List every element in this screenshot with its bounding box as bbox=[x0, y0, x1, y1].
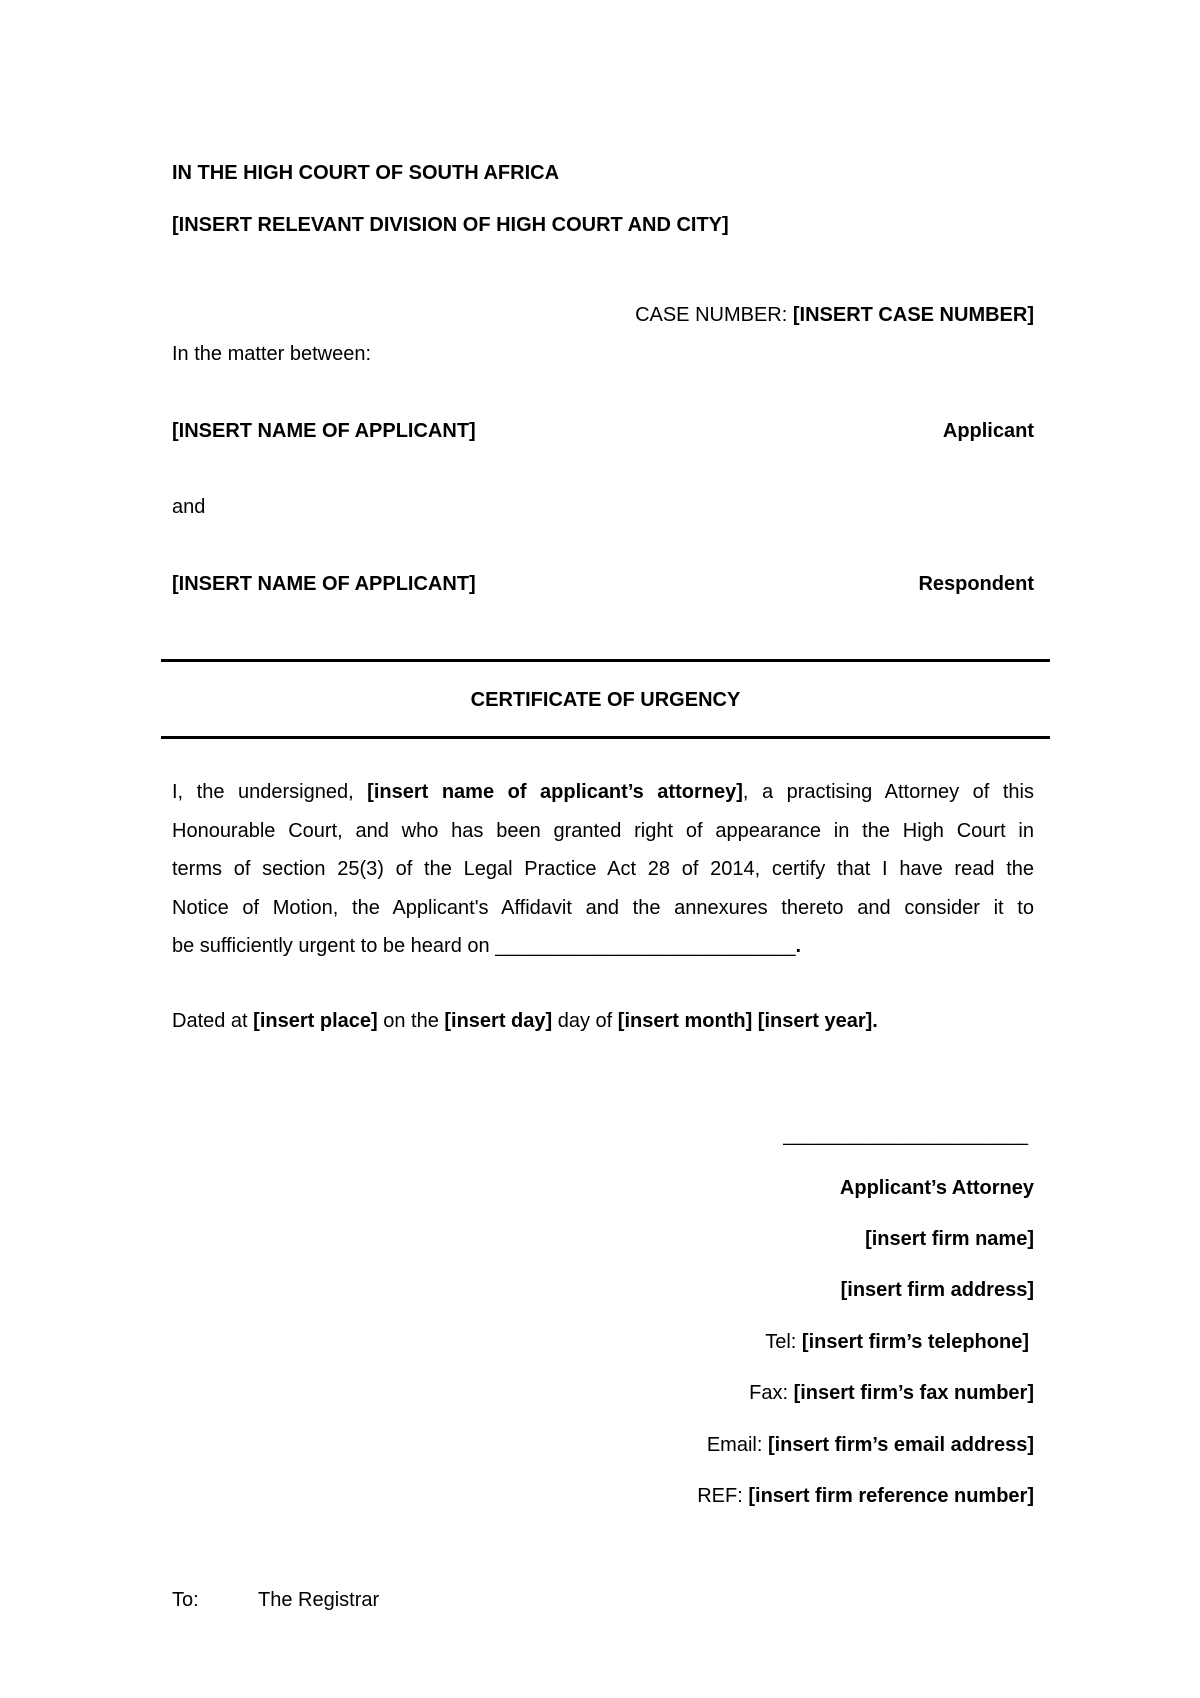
firm-telephone bbox=[765, 1331, 1029, 1354]
firm-name: [insert firm name] bbox=[865, 1228, 1034, 1250]
firm-address: [insert firm address] bbox=[840, 1279, 1034, 1301]
document-title: CERTIFICATE OF URGENCY bbox=[470, 689, 741, 711]
fax-label: Fax: bbox=[749, 1382, 794, 1404]
hearing-date-blank: ___________________________ bbox=[495, 935, 796, 957]
signature-line: ______________________ bbox=[783, 1124, 1028, 1146]
body-line-2: Honourable Court, and who has been granted right of appearance in the High Court in bbox=[172, 819, 1034, 842]
body-line-4: Notice of Motion, the Applicant's Affidavit and the annexures thereto and consider it to bbox=[172, 896, 1034, 919]
email-value: [insert firm’s email address] bbox=[767, 1434, 1034, 1456]
firm-email bbox=[707, 1434, 1034, 1457]
dated-place: [insert place] bbox=[253, 1010, 378, 1032]
firm-fax bbox=[749, 1382, 1034, 1405]
case-number-label: CASE NUMBER: bbox=[635, 304, 793, 326]
ref-label: REF: bbox=[697, 1485, 749, 1507]
tel-value: [insert firm’s telephone] bbox=[801, 1331, 1029, 1353]
body-line-1-c: , a practising Attorney of this bbox=[742, 781, 1034, 803]
title-rule-top bbox=[161, 659, 1050, 662]
dated-year: [insert year]. bbox=[757, 1010, 878, 1032]
matter-intro: In the matter between: bbox=[172, 343, 372, 365]
body-line-5 bbox=[172, 927, 1034, 966]
dated-text-2: on the bbox=[377, 1010, 445, 1032]
certificate-body bbox=[172, 773, 1034, 966]
court-heading: IN THE HIGH COURT OF SOUTH AFRICA bbox=[172, 162, 560, 184]
case-number bbox=[635, 304, 1034, 327]
body-line-1-a: I, the undersigned, bbox=[172, 781, 368, 803]
applicant-name: [INSERT NAME OF APPLICANT] bbox=[172, 420, 476, 442]
respondent-role: Respondent bbox=[918, 573, 1034, 595]
firm-reference bbox=[697, 1485, 1034, 1508]
body-line-5-end: . bbox=[795, 935, 802, 957]
body-line-5-a: be sufficiently urgent to be heard on bbox=[172, 935, 496, 957]
respondent-name: [INSERT NAME OF APPLICANT] bbox=[172, 573, 476, 595]
dated-text-1: Dated at bbox=[172, 1010, 254, 1032]
court-division: [INSERT RELEVANT DIVISION OF HIGH COURT AND CITY] bbox=[172, 214, 729, 236]
case-number-value: [INSERT CASE NUMBER] bbox=[792, 304, 1034, 326]
ref-value: [insert firm reference number] bbox=[748, 1485, 1034, 1507]
attorney-name-placeholder: [insert name of applicant’s attorney] bbox=[367, 781, 743, 803]
dated-text-3: day of bbox=[552, 1010, 618, 1032]
applicant-role: Applicant bbox=[942, 420, 1034, 442]
fax-value: [insert firm’s fax number] bbox=[793, 1382, 1034, 1404]
body-line-1 bbox=[172, 773, 1034, 812]
addressee-label: To: bbox=[172, 1589, 199, 1611]
tel-label: Tel: bbox=[765, 1331, 802, 1353]
dated-month: [insert month] bbox=[617, 1010, 753, 1032]
title-rule-bottom bbox=[161, 736, 1050, 739]
dated-line bbox=[172, 1010, 878, 1033]
addressee-value: The Registrar bbox=[258, 1589, 380, 1611]
body-line-3: terms of section 25(3) of the Legal Practice Act 28 of 2014, certify that I have read the bbox=[172, 858, 1034, 880]
signatory-title: Applicant’s Attorney bbox=[839, 1177, 1034, 1199]
party-connector: and bbox=[172, 496, 206, 518]
email-label: Email: bbox=[706, 1434, 768, 1456]
dated-day: [insert day] bbox=[444, 1010, 553, 1032]
